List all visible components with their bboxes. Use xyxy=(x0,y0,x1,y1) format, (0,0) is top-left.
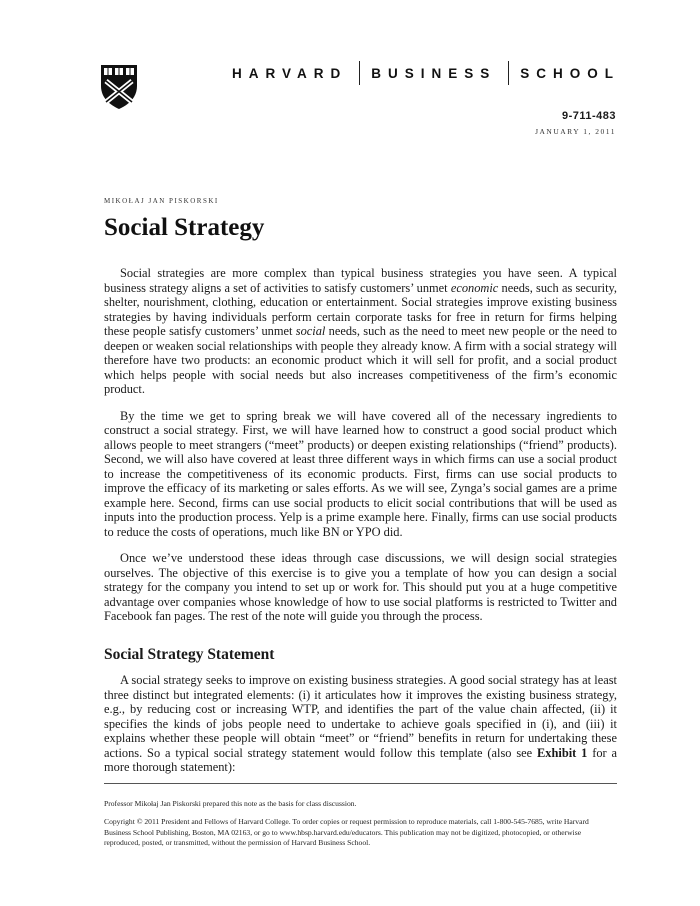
masthead-word-school: SCHOOL xyxy=(520,65,620,81)
text-run: needs, such as security, shelter, nourishment, clothing, education or entertainment. Social strategies improve existing business strategies by having individuals perform certain corporate tasks for free in return for firms helping these people satisfy customers’ unmet xyxy=(104,280,618,338)
masthead-divider xyxy=(508,61,509,85)
body-paragraph xyxy=(104,266,617,397)
copyright-notice: Copyright © 2011 President and Fellows of Harvard College. To order copies or request permission to reproduce materials, call 1-800-545-7685, write Harvard Business School Publishing, Boston, MA 02163, or go to www.hbsp.harvard.edu/educators. This publication may not be digitized, photocopied, or otherwise reproduced, posted, or transmitted, without the permission of Harvard Business School. xyxy=(104,817,589,847)
body-paragraph xyxy=(104,551,617,624)
emphasis-text: social xyxy=(295,324,326,338)
author-name: MIKOŁAJ JAN PISKORSKI xyxy=(104,197,219,205)
text-run: Once we’ve understood these ideas through case discussions, we will design social strategies ourselves. The objective of this exercise is to give you a template of how you can design a social strategy for the company you intend to set up or work for. This should put you at a huge competitive advantage over companies whose knowledge of how to use social platforms is restricted to Twitter and Facebook fan pages. The rest of the note will guide you through the process. xyxy=(104,551,617,623)
masthead-word-harvard: HARVARD xyxy=(232,65,348,81)
masthead-divider xyxy=(359,61,360,85)
harvard-shield-icon xyxy=(100,64,138,110)
school-masthead xyxy=(232,60,620,86)
text-run: Social strategies are more complex than typical business strategies you have seen. A typical business strategy aligns a set of activities to satisfy customers’ unmet xyxy=(104,266,617,295)
text-run: for a more thorough statement): xyxy=(104,745,618,774)
footnote: Professor Mikołaj Jan Piskorski prepared this note as the basis for class discussion. xyxy=(104,799,357,808)
document-date: JANUARY 1, 2011 xyxy=(535,127,616,136)
document-body xyxy=(104,266,617,787)
section-paragraph xyxy=(104,673,617,775)
masthead-word-business: BUSINESS xyxy=(371,65,497,81)
document-number: 9-711-483 xyxy=(561,110,616,122)
bold-reference: Exhibit 1 xyxy=(537,745,588,760)
text-run: needs, such as the need to meet new people or the need to deepen or weaken social relationships with people they already know. A firm with a social strategy will therefore have two products: an economic product which it will sell for profit, and a social product which helps people with social needs but also increases competitiveness of the firm’s economic product. xyxy=(104,324,617,396)
text-run: A social strategy seeks to improve on existing business strategies. A good social strategy has at least three distinct but integrated elements: (i) it articulates how it improves the existing business strategy, e.g., by reducing cost or increasing WTP, and identifies the part of the value chain affected, (ii) it specifies the kinds of jobs people need to undertake to achieve goals specified in (i), and (iii) it explains whether these people will obtain “meet” or “friend” benefits in return for undertaking these actions. So a typical social strategy statement would follow this template (also see xyxy=(104,673,617,760)
text-run: By the time we get to spring break we will have covered all of the necessary ingredients to construct a social strategy. First, we will have learned how to construct a good social product which allows people to meet strangers (“meet” products) or deepen existing relationships (“friend” products). Second, we will also have covered at least three different ways in which firms can use a social product to increase the competitiveness of its economic products. First, firms can use social products to improve the efficacy of its marketing or sales efforts. As we will see, Zynga’s social games are a prime example here. Second, firms can use social products to elicit social contributions that will be used as inputs into the production process. Yelp is a prime example here. Finally, firms can use social products to reduce the costs of operations, much like BN or YPO did. xyxy=(104,408,617,539)
footnote-rule xyxy=(104,783,617,784)
section-heading: Social Strategy Statement xyxy=(104,645,275,663)
emphasis-text: economic xyxy=(450,280,499,295)
body-paragraph xyxy=(104,409,617,540)
document-title: Social Strategy xyxy=(104,214,265,241)
